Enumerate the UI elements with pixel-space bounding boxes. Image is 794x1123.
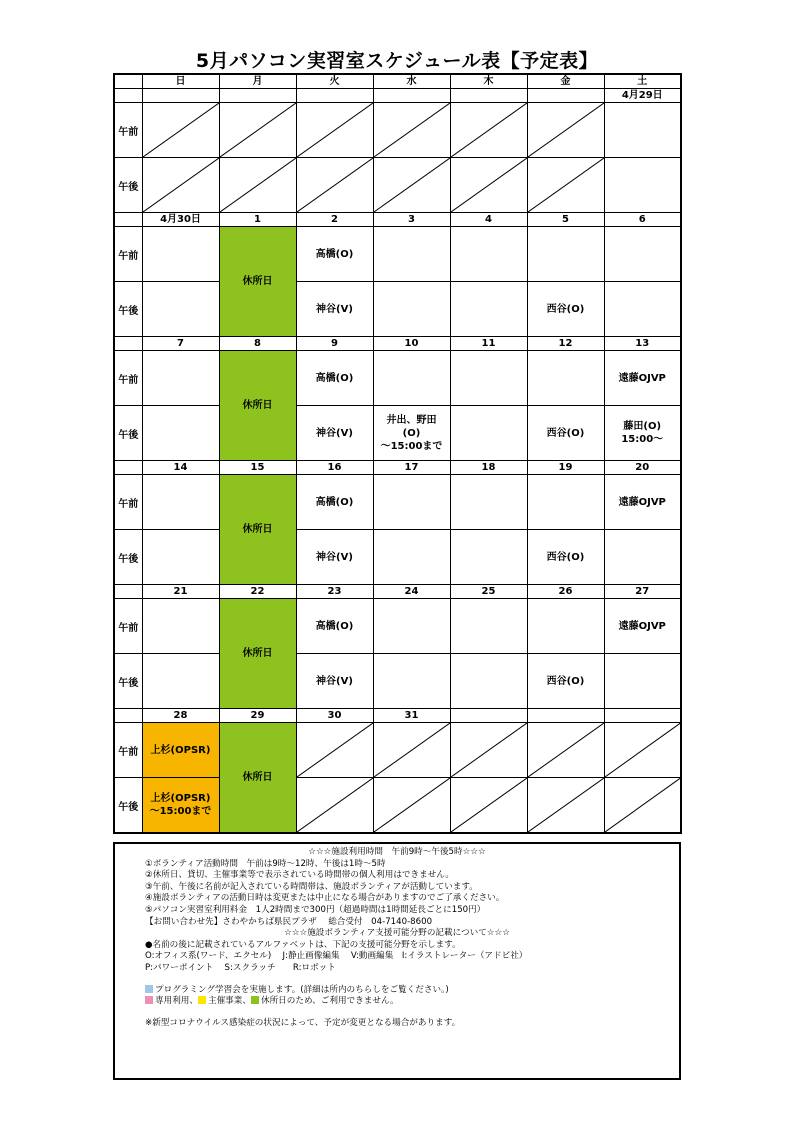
schedule-cell bbox=[373, 475, 450, 530]
schedule-cell bbox=[373, 778, 450, 834]
schedule-cell bbox=[450, 475, 527, 530]
date-cell: 11 bbox=[450, 337, 527, 351]
schedule-cell bbox=[373, 406, 450, 461]
date-cell: 4月29日 bbox=[604, 89, 681, 103]
date-cell: 25 bbox=[450, 585, 527, 599]
schedule-cell bbox=[296, 778, 373, 834]
schedule-cell bbox=[604, 282, 681, 337]
covid-note: ※新型コロナウイルス感染症の状況によって、予定が変更となる場合があります。 bbox=[145, 1017, 461, 1028]
slot-label: 午前 bbox=[114, 227, 142, 282]
schedule-cell bbox=[296, 227, 373, 282]
schedule-cell bbox=[527, 227, 604, 282]
slot-row-am bbox=[114, 103, 681, 158]
date-cell bbox=[527, 709, 604, 723]
date-row-label bbox=[114, 461, 142, 475]
slot-label: 午後 bbox=[114, 530, 142, 585]
schedule-cell bbox=[604, 530, 681, 585]
cell-text: 上杉(OPSR) bbox=[150, 744, 211, 756]
schedule-cell bbox=[527, 103, 604, 158]
schedule-cell bbox=[604, 654, 681, 709]
cell-text: 15:00～ bbox=[621, 434, 664, 445]
schedule-cell bbox=[450, 778, 527, 834]
schedule-cell bbox=[527, 599, 604, 654]
closed-day-cell bbox=[219, 351, 296, 461]
slash-mark bbox=[528, 778, 604, 832]
slash-mark bbox=[451, 778, 527, 832]
cell-text: 西谷(O) bbox=[546, 551, 585, 563]
weekday-header: 木 bbox=[450, 74, 527, 89]
schedule-cell bbox=[296, 654, 373, 709]
date-cell: 5 bbox=[527, 213, 604, 227]
closed-day-cell bbox=[219, 599, 296, 709]
cell-text: 西谷(O) bbox=[546, 303, 585, 315]
date-cell: 27 bbox=[604, 585, 681, 599]
cell-text: 藤田(O) bbox=[623, 421, 662, 432]
slash-mark bbox=[528, 103, 604, 157]
slot-label: 午後 bbox=[114, 778, 142, 834]
page-title: 5月パソコン実習室スケジュール表【予定表】 bbox=[195, 50, 599, 72]
slot-label: 午前 bbox=[114, 351, 142, 406]
slot-label: 午前 bbox=[114, 103, 142, 158]
schedule-cell bbox=[142, 723, 219, 778]
schedule-cell bbox=[450, 227, 527, 282]
slash-mark bbox=[143, 103, 219, 157]
date-cell: 3 bbox=[373, 213, 450, 227]
date-row bbox=[114, 709, 681, 723]
schedule-cell bbox=[296, 103, 373, 158]
schedule-cell bbox=[142, 103, 219, 158]
schedule-cell bbox=[527, 406, 604, 461]
info-line: 【お問い合わせ先】さわやかちば県民プラザ 総合受付 04-7140-8600 bbox=[145, 916, 433, 927]
support-line: P:パワーポイント S:スクラッチ R:ロボット bbox=[145, 962, 336, 973]
slot-label: 午後 bbox=[114, 282, 142, 337]
schedule-cell bbox=[142, 227, 219, 282]
pink-square-icon bbox=[145, 996, 153, 1004]
schedule-cell bbox=[142, 158, 219, 213]
schedule-cell bbox=[373, 351, 450, 406]
date-cell: 28 bbox=[142, 709, 219, 723]
date-cell bbox=[450, 89, 527, 103]
schedule-cell bbox=[604, 103, 681, 158]
cell-text: ～15:00まで bbox=[149, 806, 212, 817]
cell-text: 神谷(V) bbox=[316, 675, 353, 687]
slash-mark bbox=[297, 778, 373, 832]
info-line: ④施設ボランティアの活動日時は変更または中止になる場合がありますのでご了承ください。 bbox=[145, 893, 505, 904]
date-cell: 2 bbox=[296, 213, 373, 227]
date-cell: 6 bbox=[604, 213, 681, 227]
date-cell: 1 bbox=[219, 213, 296, 227]
date-row bbox=[114, 213, 681, 227]
date-row-label bbox=[114, 337, 142, 351]
closed-day-cell bbox=[219, 723, 296, 834]
slot-label: 午前 bbox=[114, 723, 142, 778]
closed-label: 休所日 bbox=[242, 276, 273, 287]
weekday-header: 金 bbox=[527, 74, 604, 89]
date-cell: 15 bbox=[219, 461, 296, 475]
date-row bbox=[114, 89, 681, 103]
cell-text: 西谷(O) bbox=[546, 427, 585, 439]
date-cell bbox=[296, 89, 373, 103]
schedule-cell bbox=[296, 530, 373, 585]
schedule-cell bbox=[604, 406, 681, 461]
schedule-cell bbox=[527, 351, 604, 406]
date-cell bbox=[142, 89, 219, 103]
slash-mark bbox=[297, 723, 373, 777]
date-row-label bbox=[114, 89, 142, 103]
schedule-cell bbox=[296, 282, 373, 337]
info-lines bbox=[115, 859, 679, 929]
schedule-cell bbox=[604, 599, 681, 654]
date-cell: 12 bbox=[527, 337, 604, 351]
cell-text: 神谷(V) bbox=[316, 303, 353, 315]
support-line: O:オフィス系(ワード、エクセル) J:静止画像編集 V:動画編集 I:イラストレーター（アドビ社） bbox=[145, 951, 528, 962]
closed-day-cell bbox=[219, 227, 296, 337]
schedule-cell bbox=[527, 654, 604, 709]
slot-row-am bbox=[114, 475, 681, 530]
closed-label: 休所日 bbox=[242, 648, 273, 659]
schedule-cell bbox=[527, 475, 604, 530]
slot-label: 午前 bbox=[114, 475, 142, 530]
closed-label: 休所日 bbox=[242, 524, 273, 535]
schedule-cell bbox=[296, 475, 373, 530]
slash-mark bbox=[220, 158, 296, 212]
date-row bbox=[114, 337, 681, 351]
weekday-header: 土 bbox=[604, 74, 681, 89]
slash-mark bbox=[374, 103, 450, 157]
date-cell: 29 bbox=[219, 709, 296, 723]
date-cell: 9 bbox=[296, 337, 373, 351]
slash-mark bbox=[528, 723, 604, 777]
cell-text: 遠藤OJVP bbox=[618, 496, 666, 508]
schedule-cell bbox=[450, 282, 527, 337]
schedule-cell bbox=[527, 158, 604, 213]
schedule-cell bbox=[527, 530, 604, 585]
date-cell bbox=[219, 89, 296, 103]
date-row-label bbox=[114, 213, 142, 227]
cell-text: 遠藤OJVP bbox=[618, 620, 666, 632]
cell-text: (O) bbox=[402, 427, 421, 439]
schedule-cell bbox=[142, 530, 219, 585]
schedule-cell bbox=[373, 723, 450, 778]
slot-row-pm bbox=[114, 158, 681, 213]
corner-cell bbox=[114, 74, 142, 89]
schedule-cell bbox=[373, 282, 450, 337]
slash-mark bbox=[297, 158, 373, 212]
date-cell: 26 bbox=[527, 585, 604, 599]
schedule-cell bbox=[296, 599, 373, 654]
schedule-cell bbox=[296, 406, 373, 461]
slot-label: 午後 bbox=[114, 654, 142, 709]
schedule-cell bbox=[450, 406, 527, 461]
cell-text: 高橋(O) bbox=[315, 248, 354, 260]
slot-row-pm bbox=[114, 406, 681, 461]
schedule-cell bbox=[450, 103, 527, 158]
schedule-cell bbox=[527, 778, 604, 834]
date-cell: 24 bbox=[373, 585, 450, 599]
date-cell: 4 bbox=[450, 213, 527, 227]
slash-mark bbox=[605, 778, 681, 832]
legend-note: 専用利用、 主催事業、 休所日のため、ご利用できません。 bbox=[145, 996, 679, 1008]
cell-text: 井出、野田 bbox=[386, 414, 437, 426]
blue-square-icon bbox=[145, 985, 153, 993]
cell-text: ～15:00まで bbox=[380, 440, 443, 452]
slash-mark bbox=[374, 158, 450, 212]
slot-label: 午後 bbox=[114, 406, 142, 461]
weekday-header: 日 bbox=[142, 74, 219, 89]
slash-mark bbox=[374, 778, 450, 832]
date-cell: 23 bbox=[296, 585, 373, 599]
info-line: ③午前、午後に名前が記入されている時間帯は、施設ボランティアが活動しています。 bbox=[145, 881, 478, 892]
schedule-cell bbox=[450, 723, 527, 778]
schedule-cell bbox=[373, 227, 450, 282]
closed-label: 休所日 bbox=[242, 772, 273, 783]
schedule-cell bbox=[604, 351, 681, 406]
schedule-cell bbox=[604, 475, 681, 530]
date-cell: 22 bbox=[219, 585, 296, 599]
cell-text: 上杉(OPSR) bbox=[150, 793, 211, 804]
date-cell: 18 bbox=[450, 461, 527, 475]
date-cell: 10 bbox=[373, 337, 450, 351]
cell-text: 遠藤OJVP bbox=[618, 372, 666, 384]
green-square-icon bbox=[251, 996, 259, 1004]
slot-row-pm bbox=[114, 778, 681, 834]
info-line: ⑤パソコン実習室利用料金 1人2時間まで300円（超過時間は1時間延長ごとに150円） bbox=[145, 904, 486, 915]
schedule-cell bbox=[527, 723, 604, 778]
schedule-cell bbox=[527, 282, 604, 337]
date-row bbox=[114, 585, 681, 599]
date-cell: 20 bbox=[604, 461, 681, 475]
info-line: ②休所日、貸切、主催事業等で表示されている時間帯の個人利用はできません。 bbox=[145, 870, 455, 881]
schedule-cell bbox=[450, 530, 527, 585]
schedule-cell bbox=[142, 475, 219, 530]
slot-row-am bbox=[114, 723, 681, 778]
date-cell: 31 bbox=[373, 709, 450, 723]
date-cell: 13 bbox=[604, 337, 681, 351]
schedule-cell bbox=[450, 654, 527, 709]
yellow-square-icon bbox=[198, 996, 206, 1004]
date-cell: 4月30日 bbox=[142, 213, 219, 227]
date-cell bbox=[527, 89, 604, 103]
schedule-cell bbox=[373, 599, 450, 654]
date-cell bbox=[373, 89, 450, 103]
info-line: ①ボランティア活動時間 午前は9時～12時、午後は1時～5時 bbox=[145, 858, 386, 869]
cell-text: 高橋(O) bbox=[315, 372, 354, 384]
schedule-cell bbox=[142, 654, 219, 709]
weekday-header: 火 bbox=[296, 74, 373, 89]
cell-text: 神谷(V) bbox=[316, 551, 353, 563]
slot-row-am bbox=[114, 227, 681, 282]
schedule-cell bbox=[373, 158, 450, 213]
date-row bbox=[114, 461, 681, 475]
slash-mark bbox=[451, 723, 527, 777]
slash-mark bbox=[451, 158, 527, 212]
weekday-row bbox=[114, 74, 681, 89]
slot-row-pm bbox=[114, 530, 681, 585]
slot-label: 午前 bbox=[114, 599, 142, 654]
date-cell: 16 bbox=[296, 461, 373, 475]
notes bbox=[115, 985, 679, 1030]
schedule-cell bbox=[142, 282, 219, 337]
date-cell: 17 bbox=[373, 461, 450, 475]
slot-row-am bbox=[114, 599, 681, 654]
schedule-cell bbox=[450, 599, 527, 654]
schedule-cell bbox=[219, 103, 296, 158]
support-line: ●名前の後に記載されているアルファベットは、下記の支援可能分野を示します。 bbox=[145, 939, 461, 950]
date-row-label bbox=[114, 585, 142, 599]
date-cell bbox=[604, 709, 681, 723]
slot-row-pm bbox=[114, 654, 681, 709]
schedule-cell bbox=[296, 723, 373, 778]
cell-text: 高橋(O) bbox=[315, 496, 354, 508]
slot-row-am bbox=[114, 351, 681, 406]
date-cell: 19 bbox=[527, 461, 604, 475]
date-cell: 7 bbox=[142, 337, 219, 351]
weekday-header: 月 bbox=[219, 74, 296, 89]
cell-text: 高橋(O) bbox=[315, 620, 354, 632]
cell-text: 西谷(O) bbox=[546, 675, 585, 687]
slash-mark bbox=[374, 723, 450, 777]
schedule-cell bbox=[142, 778, 219, 834]
schedule-cell bbox=[450, 158, 527, 213]
date-cell: 30 bbox=[296, 709, 373, 723]
schedule-cell bbox=[604, 158, 681, 213]
schedule-cell bbox=[296, 158, 373, 213]
schedule-cell bbox=[604, 227, 681, 282]
schedule-cell bbox=[142, 599, 219, 654]
schedule-cell bbox=[373, 103, 450, 158]
slash-mark bbox=[297, 103, 373, 157]
slash-mark bbox=[143, 158, 219, 212]
date-row-label bbox=[114, 709, 142, 723]
programming-note: プログラミング学習会を実施します。(詳細は所内のちらしをご覧ください。) bbox=[145, 985, 679, 997]
schedule-cell bbox=[296, 351, 373, 406]
date-cell: 21 bbox=[142, 585, 219, 599]
weekday-header: 水 bbox=[373, 74, 450, 89]
schedule-cell bbox=[142, 351, 219, 406]
slot-row-pm bbox=[114, 282, 681, 337]
support-lines bbox=[115, 940, 679, 975]
schedule-cell bbox=[604, 778, 681, 834]
slash-mark bbox=[605, 723, 681, 777]
slash-mark bbox=[528, 158, 604, 212]
schedule-cell bbox=[373, 530, 450, 585]
date-cell bbox=[450, 709, 527, 723]
date-cell: 14 bbox=[142, 461, 219, 475]
schedule-cell bbox=[450, 351, 527, 406]
schedule-cell bbox=[373, 654, 450, 709]
schedule-cell bbox=[142, 406, 219, 461]
slot-label: 午後 bbox=[114, 158, 142, 213]
info-box bbox=[113, 842, 681, 1080]
cell-text: 神谷(V) bbox=[316, 427, 353, 439]
schedule-cell bbox=[604, 723, 681, 778]
date-cell: 8 bbox=[219, 337, 296, 351]
slash-mark bbox=[451, 103, 527, 157]
hours-header: ☆☆☆施設利用時間 午前9時～午後5時☆☆☆ bbox=[308, 847, 486, 857]
closed-day-cell bbox=[219, 475, 296, 585]
slash-mark bbox=[220, 103, 296, 157]
schedule-table bbox=[113, 73, 682, 834]
support-header: ☆☆☆施設ボランティア支援可能分野の記載について☆☆☆ bbox=[284, 928, 510, 939]
closed-label: 休所日 bbox=[242, 400, 273, 411]
schedule-cell bbox=[219, 158, 296, 213]
